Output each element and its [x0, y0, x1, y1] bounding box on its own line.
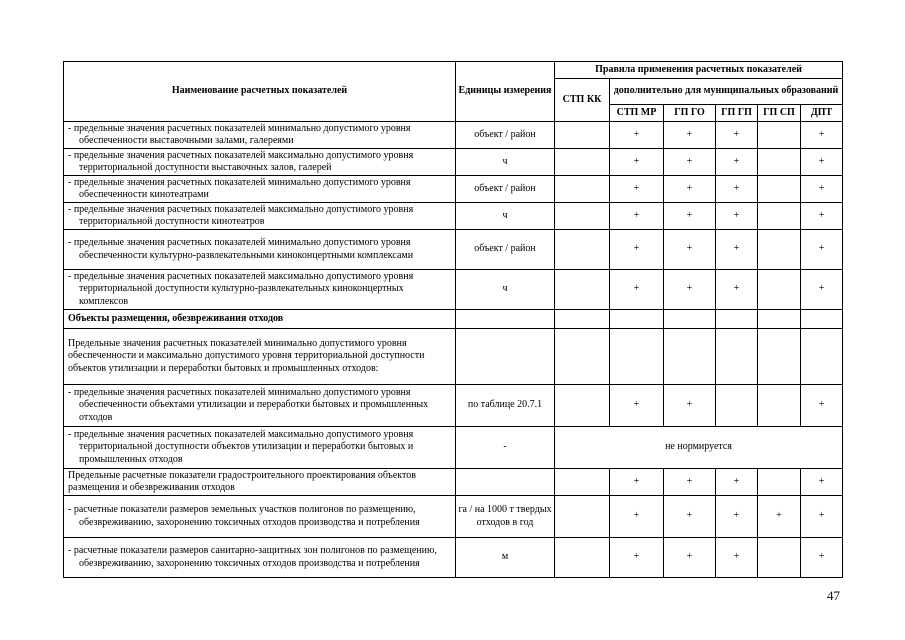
indicator-name [64, 329, 456, 385]
indicator-unit: м [456, 538, 555, 578]
applicability-mark [716, 329, 758, 385]
applicability-mark: + [716, 149, 758, 176]
indicators-table [63, 61, 843, 578]
applicability-mark: + [610, 203, 664, 230]
applicability-mark [664, 329, 716, 385]
applicability-mark: + [664, 385, 716, 427]
applicability-mark [716, 310, 758, 329]
applicability-mark: + [610, 385, 664, 427]
applicability-mark: + [664, 230, 716, 270]
applicability-mark [758, 270, 801, 310]
indicator-name-text: - расчетные показатели размеров санитарно-защитных зон полигонов по размещению, обезвреживанию, захоронению токсичных отходов производства и потребления [68, 545, 437, 569]
table-row [64, 538, 843, 578]
applicability-mark [555, 203, 610, 230]
indicator-unit: объект / район [456, 230, 555, 270]
indicator-name-text: Предельные расчетные показатели градостроительного проектирования объектов размещения и обезвреживания отходов [68, 469, 416, 493]
page-number: 47 [827, 588, 840, 603]
indicator-name [64, 203, 456, 230]
applicability-mark: + [801, 230, 843, 270]
header-gp-sp: ГП СП [758, 105, 801, 122]
applicability-mark [758, 122, 801, 149]
applicability-mark: + [716, 203, 758, 230]
applicability-mark [801, 310, 843, 329]
applicability-mark [555, 149, 610, 176]
header-additional: дополнительно для муниципальных образований [610, 79, 843, 105]
applicability-mark: + [664, 203, 716, 230]
indicator-unit: ч [456, 270, 555, 310]
table-row [64, 469, 843, 496]
applicability-mark [555, 469, 610, 496]
table-row [64, 329, 843, 385]
header-stp-kk: СТП КК [555, 79, 610, 122]
indicator-name [64, 496, 456, 538]
indicator-name [64, 149, 456, 176]
applicability-mark: + [664, 270, 716, 310]
applicability-mark: + [664, 149, 716, 176]
indicator-unit: ч [456, 203, 555, 230]
applicability-mark [801, 329, 843, 385]
applicability-mark: + [610, 122, 664, 149]
applicability-mark [555, 329, 610, 385]
indicator-name-text: - предельные значения расчетных показателей максимально допустимого уровня территориальной доступности объектов утилизации и переработки бытовых и промышленных отходов [68, 428, 414, 465]
indicator-name-text: - предельные значения расчетных показателей максимально допустимого уровня территориальной доступности кинотеатров [68, 203, 414, 227]
indicator-unit: га / на 1000 т твердых отходов в год [456, 496, 555, 538]
applicability-mark: + [716, 230, 758, 270]
applicability-mark: + [664, 538, 716, 578]
table-row [64, 176, 843, 203]
applicability-mark: + [610, 270, 664, 310]
applicability-mark [758, 385, 801, 427]
indicator-name-text: Предельные значения расчетных показателей минимально допустимого уровня обеспеченности и максимально допустимого уровня территориальной доступности объектов утилизации и переработки бытовых и промышленных отходов: [68, 337, 425, 374]
indicator-name-text: - предельные значения расчетных показателей максимально допустимого уровня территориальной доступности культурно-развлекательных киноконцертных комплексов [68, 270, 414, 307]
applicability-mark: + [758, 496, 801, 538]
applicability-mark [758, 230, 801, 270]
table-row [64, 230, 843, 270]
applicability-mark: + [801, 270, 843, 310]
applicability-mark: + [610, 496, 664, 538]
indicator-unit [456, 469, 555, 496]
applicability-mark [664, 310, 716, 329]
applicability-mark: + [716, 270, 758, 310]
applicability-mark: + [610, 149, 664, 176]
applicability-mark: + [664, 469, 716, 496]
applicability-mark: + [716, 122, 758, 149]
applicability-mark [555, 122, 610, 149]
indicator-unit: объект / район [456, 176, 555, 203]
table-row [64, 496, 843, 538]
table-row [64, 149, 843, 176]
applicability-mark [758, 310, 801, 329]
applicability-mark: + [801, 176, 843, 203]
indicator-unit [456, 329, 555, 385]
table-row [64, 310, 843, 329]
applicability-mark: + [716, 176, 758, 203]
table-row [64, 122, 843, 149]
indicator-name [64, 538, 456, 578]
table-row [64, 427, 843, 469]
header-gp-gp: ГП ГП [716, 105, 758, 122]
header-name: Наименование расчетных показателей [64, 62, 456, 122]
applicability-mark: + [716, 496, 758, 538]
indicator-name-text: - предельные значения расчетных показателей минимально допустимого уровня обеспеченности культурно-развлекательными киноконцертными комплексами [68, 237, 414, 261]
indicator-name [64, 176, 456, 203]
indicator-name [64, 270, 456, 310]
indicator-unit: объект / район [456, 122, 555, 149]
applicability-mark: + [801, 149, 843, 176]
applicability-mark: + [801, 122, 843, 149]
indicator-name-text: - предельные значения расчетных показателей минимально допустимого уровня обеспеченности объектами утилизации и переработки бытовых и промышленных отходов [68, 386, 429, 423]
applicability-mark: + [610, 469, 664, 496]
applicability-mark [555, 270, 610, 310]
applicability-mark: + [664, 176, 716, 203]
not-normalized-note: не нормируется [555, 427, 843, 469]
applicability-mark: + [610, 538, 664, 578]
indicator-unit [456, 310, 555, 329]
indicator-name [64, 469, 456, 496]
applicability-mark [758, 329, 801, 385]
header-units: Единицы измерения [456, 62, 555, 122]
applicability-mark [555, 310, 610, 329]
table-row [64, 270, 843, 310]
applicability-mark [758, 538, 801, 578]
applicability-mark [555, 496, 610, 538]
header-rules: Правила применения расчетных показателей [555, 62, 843, 79]
header-gp-go: ГП ГО [664, 105, 716, 122]
indicator-name [64, 230, 456, 270]
indicator-unit: по таблице 20.7.1 [456, 385, 555, 427]
applicability-mark: + [801, 203, 843, 230]
applicability-mark: + [801, 538, 843, 578]
indicator-name-text: - предельные значения расчетных показателей максимально допустимого уровня территориальной доступности выставочных залов, галерей [68, 149, 414, 173]
applicability-mark [610, 329, 664, 385]
applicability-mark [555, 230, 610, 270]
applicability-mark: + [801, 469, 843, 496]
header-stp-mr: СТП МР [610, 105, 664, 122]
indicator-name [64, 385, 456, 427]
applicability-mark [716, 385, 758, 427]
applicability-mark: + [716, 469, 758, 496]
applicability-mark: + [664, 496, 716, 538]
indicator-name-text: - предельные значения расчетных показателей минимально допустимого уровня обеспеченности выставочными залами, галереями [68, 122, 411, 146]
applicability-mark [758, 203, 801, 230]
table-row [64, 385, 843, 427]
applicability-mark [555, 176, 610, 203]
applicability-mark: + [801, 385, 843, 427]
header-dpt: ДПТ [801, 105, 843, 122]
indicator-name [64, 122, 456, 149]
applicability-mark [758, 149, 801, 176]
table-body [64, 122, 843, 578]
indicator-name-text: - предельные значения расчетных показателей минимально допустимого уровня обеспеченности кинотеатрами [68, 176, 411, 200]
applicability-mark: + [664, 122, 716, 149]
indicator-name [64, 310, 456, 329]
indicator-unit: - [456, 427, 555, 469]
applicability-mark [555, 385, 610, 427]
applicability-mark: + [610, 176, 664, 203]
indicator-unit: ч [456, 149, 555, 176]
applicability-mark [555, 538, 610, 578]
indicator-name [64, 427, 456, 469]
applicability-mark [758, 176, 801, 203]
applicability-mark [758, 469, 801, 496]
applicability-mark: + [610, 230, 664, 270]
applicability-mark: + [716, 538, 758, 578]
indicator-name-text: Объекты размещения, обезвреживания отходов [68, 312, 284, 324]
indicator-name-text: - расчетные показатели размеров земельных участков полигонов по размещению, обезвреживанию, захоронению токсичных отходов производства и потребления [68, 504, 420, 528]
table-row [64, 203, 843, 230]
applicability-mark: + [801, 496, 843, 538]
applicability-mark [610, 310, 664, 329]
